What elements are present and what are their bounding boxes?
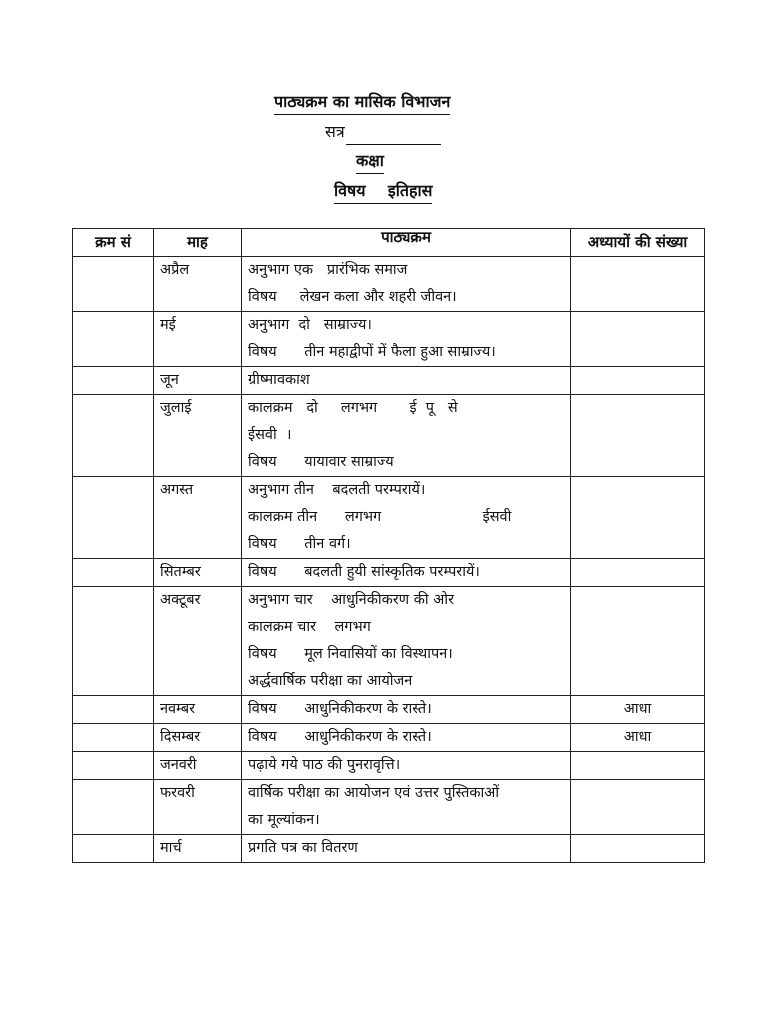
table-row [73,559,705,587]
month-cell: फरवरी [154,780,242,835]
serial-cell [73,696,154,724]
course-line: विषय बदलती हुयी सांस्कृतिक परम्परायें। [248,564,480,580]
month-cell: अप्रैल [154,257,242,312]
table-row [73,835,705,863]
month-cell: जून [154,367,242,395]
course-line: अर्द्धवार्षिक परीक्षा का आयोजन [248,673,413,689]
chapter-count-cell [571,559,705,587]
course-cell [242,395,571,477]
course-line: अनुभाग एक प्रारंभिक समाज [248,262,408,278]
course-line: विषय लेखन कला और शहरी जीवन। [248,289,457,305]
course-cell [242,724,571,752]
month-cell: दिसम्बर [154,724,242,752]
column-header-chapter-count: अध्यायों की संख्या [571,229,705,257]
course-line: वार्षिक परीक्षा का आयोजन एवं उत्तर पुस्तिकाओं [248,785,500,801]
serial-cell [73,312,154,367]
session-label: सत्र [325,122,345,141]
table-row [73,312,705,367]
chapter-count-cell: आधा [571,696,705,724]
table-row [73,780,705,835]
class-label: कक्षा [356,151,384,174]
course-line: विषय मूल निवासियों का विस्थापन। [248,646,453,662]
serial-cell [73,835,154,863]
course-line: कालक्रम चार लगभग [248,619,371,635]
course-cell [242,780,571,835]
course-cell [242,477,571,559]
month-cell: अगस्त [154,477,242,559]
course-line: पढ़ाये गये पाठ की पुनरावृत्ति। [248,757,401,773]
serial-cell [73,752,154,780]
course-line: का मूल्यांकन। [248,812,320,828]
chapter-count-cell [571,587,705,696]
table-row [73,395,705,477]
table-row [73,477,705,559]
month-cell: सितम्बर [154,559,242,587]
course-line: विषय तीन वर्ग। [248,536,351,552]
serial-cell [73,477,154,559]
chapter-count-cell [571,312,705,367]
column-header-month: माह [154,229,242,257]
serial-cell [73,367,154,395]
table-header-row [73,229,705,257]
table-row [73,367,705,395]
chapter-count-cell [571,752,705,780]
syllabus-table [72,228,705,863]
course-cell [242,367,571,395]
course-line: ग्रीष्मावकाश [248,372,310,388]
course-line: विषय तीन महाद्वीपों में फैला हुआ साम्राज्य। [248,344,496,360]
serial-cell [73,395,154,477]
month-cell: मार्च [154,835,242,863]
table-row [73,696,705,724]
course-line: अनुभाग तीन बदलती परम्परायें। [248,482,426,498]
serial-cell [73,780,154,835]
serial-cell [73,724,154,752]
course-cell [242,257,571,312]
chapter-count-cell [571,835,705,863]
column-header-serial: क्रम सं [73,229,154,257]
serial-cell [73,587,154,696]
course-cell [242,696,571,724]
chapter-count-cell: आधा [571,724,705,752]
page-title: पाठ्यक्रम का मासिक विभाजन [274,92,450,115]
table-row [73,257,705,312]
course-cell [242,312,571,367]
course-cell [242,835,571,863]
month-cell: मई [154,312,242,367]
course-cell [242,559,571,587]
course-cell [242,587,571,696]
month-cell: नवम्बर [154,696,242,724]
course-line: अनुभाग चार आधुनिकीकरण की ओर [248,592,455,608]
subject-line: विषय इतिहास [334,181,432,204]
course-line: विषय आधुनिकीकरण के रास्ते। [248,701,432,717]
course-line: कालक्रम दो लगभग ई पू से [248,400,458,416]
table-row [73,724,705,752]
course-line: कालक्रम तीन लगभग ईसवी [248,509,512,525]
course-line: ईसवी । [248,427,292,443]
course-line: अनुभाग दो साम्राज्य। [248,317,372,333]
month-cell: जनवरी [154,752,242,780]
table-row [73,752,705,780]
serial-cell [73,559,154,587]
course-line: प्रगति पत्र का वितरण [248,840,358,856]
column-header-course: पाठ्यक्रम [242,229,571,257]
course-line: विषय आधुनिकीकरण के रास्ते। [248,729,432,745]
session-blank-line [346,144,441,145]
serial-cell [73,257,154,312]
month-cell: जुलाई [154,395,242,477]
course-line: विषय यायावार साम्राज्य [248,454,394,470]
chapter-count-cell [571,367,705,395]
table-row [73,587,705,696]
month-cell: अक्टूबर [154,587,242,696]
course-cell [242,752,571,780]
chapter-count-cell [571,395,705,477]
chapter-count-cell [571,257,705,312]
table-body [73,257,705,863]
chapter-count-cell [571,780,705,835]
chapter-count-cell [571,477,705,559]
